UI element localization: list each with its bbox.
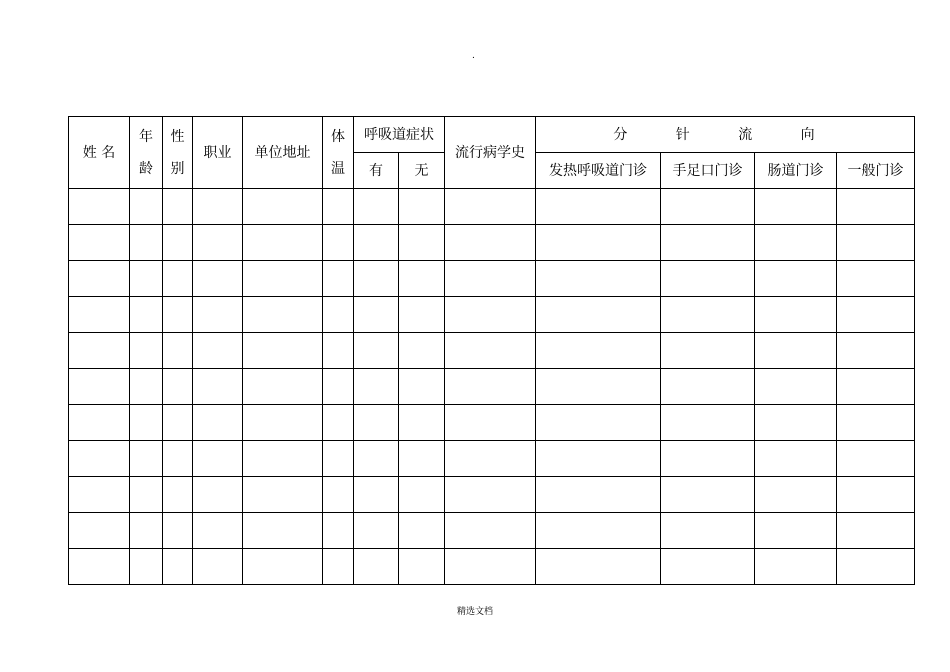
cell-symptom-yes[interactable] [354,225,399,261]
cell-occupation[interactable] [193,441,243,477]
cell-symptom-no[interactable] [399,189,445,225]
table-row [69,513,915,549]
cell-sex[interactable] [163,297,193,333]
cell-sex[interactable] [163,477,193,513]
cell-symptom-no[interactable] [399,441,445,477]
table-row [69,297,915,333]
cell-triage-hfmd[interactable] [661,441,755,477]
cell-triage-general[interactable] [837,405,915,441]
cell-symptom-yes[interactable] [354,477,399,513]
header-age-line1: 年 [139,128,153,145]
cell-age[interactable] [130,441,163,477]
cell-triage-fever-respiratory[interactable] [536,333,661,369]
cell-occupation[interactable] [193,477,243,513]
header-age [130,117,163,189]
cell-occupation[interactable] [193,225,243,261]
cell-temperature[interactable] [323,369,354,405]
cell-name[interactable] [69,225,130,261]
header-address: 单位地址 [243,117,323,189]
cell-sex[interactable] [163,369,193,405]
cell-temperature[interactable] [323,441,354,477]
cell-epidemiological-history[interactable] [445,477,536,513]
cell-sex[interactable] [163,405,193,441]
cell-name[interactable] [69,333,130,369]
cell-temperature[interactable] [323,405,354,441]
cell-triage-intestinal[interactable] [755,261,837,297]
cell-occupation[interactable] [193,405,243,441]
cell-epidemiological-history[interactable] [445,225,536,261]
cell-sex[interactable] [163,549,193,585]
header-triage-hfmd: 手足口门诊 [661,153,755,189]
cell-temperature[interactable] [323,261,354,297]
cell-sex[interactable] [163,513,193,549]
cell-address[interactable] [243,225,323,261]
cell-age[interactable] [130,189,163,225]
cell-sex[interactable] [163,261,193,297]
cell-triage-intestinal[interactable] [755,513,837,549]
cell-name[interactable] [69,261,130,297]
cell-triage-intestinal[interactable] [755,549,837,585]
cell-age[interactable] [130,549,163,585]
cell-epidemiological-history[interactable] [445,369,536,405]
cell-triage-general[interactable] [837,333,915,369]
cell-address[interactable] [243,261,323,297]
cell-triage-general[interactable] [837,513,915,549]
cell-address[interactable] [243,297,323,333]
cell-epidemiological-history[interactable] [445,549,536,585]
cell-address[interactable] [243,189,323,225]
table-row [69,549,915,585]
cell-symptom-no[interactable] [399,477,445,513]
cell-temperature[interactable] [323,549,354,585]
cell-name[interactable] [69,549,130,585]
cell-occupation[interactable] [193,369,243,405]
cell-triage-fever-respiratory[interactable] [536,369,661,405]
cell-symptom-no[interactable] [399,513,445,549]
header-temperature-line1: 体 [331,128,345,145]
cell-temperature[interactable] [323,477,354,513]
header-triage-direction: 分 针 流 向 [536,117,915,153]
cell-temperature[interactable] [323,333,354,369]
header-temperature-line2: 温 [331,160,345,177]
cell-epidemiological-history[interactable] [445,441,536,477]
triage-register-table [68,116,915,585]
header-sex-line2: 别 [170,160,185,177]
cell-sex[interactable] [163,225,193,261]
cell-triage-hfmd[interactable] [661,225,755,261]
cell-symptom-yes[interactable] [354,513,399,549]
cell-triage-hfmd[interactable] [661,261,755,297]
cell-triage-general[interactable] [837,477,915,513]
cell-epidemiological-history[interactable] [445,189,536,225]
cell-temperature[interactable] [323,225,354,261]
cell-temperature[interactable] [323,513,354,549]
cell-triage-fever-respiratory[interactable] [536,441,661,477]
cell-triage-hfmd[interactable] [661,477,755,513]
cell-name[interactable] [69,477,130,513]
cell-symptom-yes[interactable] [354,261,399,297]
header-respiratory-symptoms: 呼吸道症状 [354,117,445,153]
cell-symptom-no[interactable] [399,369,445,405]
header-sex [163,117,193,189]
cell-triage-hfmd[interactable] [661,405,755,441]
cell-triage-fever-respiratory[interactable] [536,549,661,585]
table-row [69,441,915,477]
cell-age[interactable] [130,333,163,369]
table-row [69,225,915,261]
cell-name[interactable] [69,297,130,333]
header-symptom-no: 无 [399,153,445,189]
header-symptom-yes: 有 [354,153,399,189]
cell-occupation[interactable] [193,189,243,225]
header-triage-fever-respiratory: 发热呼吸道门诊 [536,153,661,189]
cell-name[interactable] [69,189,130,225]
table-row [69,405,915,441]
header-epidemiological-history: 流行病学史 [445,117,536,189]
cell-symptom-yes[interactable] [354,189,399,225]
cell-symptom-yes[interactable] [354,333,399,369]
cell-epidemiological-history[interactable] [445,261,536,297]
cell-triage-hfmd[interactable] [661,333,755,369]
page-mark: . [472,51,475,61]
cell-sex[interactable] [163,333,193,369]
cell-triage-fever-respiratory[interactable] [536,225,661,261]
cell-epidemiological-history[interactable] [445,513,536,549]
cell-triage-intestinal[interactable] [755,369,837,405]
cell-triage-general[interactable] [837,549,915,585]
cell-symptom-no[interactable] [399,549,445,585]
header-occupation: 职业 [193,117,243,189]
cell-triage-hfmd[interactable] [661,513,755,549]
cell-symptom-yes[interactable] [354,441,399,477]
cell-temperature[interactable] [323,189,354,225]
cell-triage-general[interactable] [837,297,915,333]
cell-triage-fever-respiratory[interactable] [536,513,661,549]
cell-triage-intestinal[interactable] [755,441,837,477]
cell-triage-general[interactable] [837,261,915,297]
cell-triage-intestinal[interactable] [755,189,837,225]
cell-symptom-no[interactable] [399,297,445,333]
cell-symptom-yes[interactable] [354,549,399,585]
header-temperature [323,117,354,189]
cell-triage-intestinal[interactable] [755,477,837,513]
cell-address[interactable] [243,333,323,369]
cell-age[interactable] [130,405,163,441]
cell-symptom-yes[interactable] [354,369,399,405]
table-row [69,261,915,297]
table-row [69,189,915,225]
footer-text: 精选文档 [456,607,493,617]
cell-age[interactable] [130,513,163,549]
cell-name[interactable] [69,405,130,441]
header-sex-line1: 性 [170,128,185,145]
cell-address[interactable] [243,513,323,549]
cell-triage-fever-respiratory[interactable] [536,261,661,297]
header-triage-intestinal: 肠道门诊 [755,153,837,189]
cell-occupation[interactable] [193,333,243,369]
cell-occupation[interactable] [193,549,243,585]
cell-address[interactable] [243,369,323,405]
table-row [69,477,915,513]
cell-sex[interactable] [163,189,193,225]
cell-triage-intestinal[interactable] [755,405,837,441]
cell-address[interactable] [243,477,323,513]
cell-epidemiological-history[interactable] [445,333,536,369]
cell-triage-general[interactable] [837,441,915,477]
cell-address[interactable] [243,405,323,441]
cell-symptom-no[interactable] [399,225,445,261]
cell-symptom-yes[interactable] [354,297,399,333]
cell-symptom-yes[interactable] [354,405,399,441]
cell-age[interactable] [130,261,163,297]
cell-age[interactable] [130,297,163,333]
cell-temperature[interactable] [323,297,354,333]
cell-epidemiological-history[interactable] [445,297,536,333]
cell-occupation[interactable] [193,513,243,549]
cell-age[interactable] [130,369,163,405]
cell-occupation[interactable] [193,297,243,333]
cell-triage-general[interactable] [837,369,915,405]
cell-triage-general[interactable] [837,189,915,225]
cell-address[interactable] [243,441,323,477]
cell-triage-fever-respiratory[interactable] [536,477,661,513]
cell-age[interactable] [130,225,163,261]
cell-name[interactable] [69,513,130,549]
cell-symptom-no[interactable] [399,333,445,369]
cell-triage-intestinal[interactable] [755,225,837,261]
table-row [69,369,915,405]
cell-triage-hfmd[interactable] [661,297,755,333]
cell-triage-fever-respiratory[interactable] [536,405,661,441]
cell-triage-hfmd[interactable] [661,189,755,225]
cell-triage-intestinal[interactable] [755,297,837,333]
cell-triage-hfmd[interactable] [661,549,755,585]
header-triage-general: 一般门诊 [837,153,915,189]
cell-triage-general[interactable] [837,225,915,261]
cell-name[interactable] [69,369,130,405]
cell-address[interactable] [243,549,323,585]
cell-triage-hfmd[interactable] [661,369,755,405]
cell-symptom-no[interactable] [399,405,445,441]
cell-triage-intestinal[interactable] [755,333,837,369]
cell-age[interactable] [130,477,163,513]
cell-epidemiological-history[interactable] [445,405,536,441]
cell-name[interactable] [69,441,130,477]
table-row [69,333,915,369]
cell-triage-fever-respiratory[interactable] [536,189,661,225]
header-age-line2: 龄 [139,160,153,177]
cell-symptom-no[interactable] [399,261,445,297]
header-name: 姓 名 [69,117,130,189]
cell-sex[interactable] [163,441,193,477]
cell-triage-fever-respiratory[interactable] [536,297,661,333]
cell-occupation[interactable] [193,261,243,297]
